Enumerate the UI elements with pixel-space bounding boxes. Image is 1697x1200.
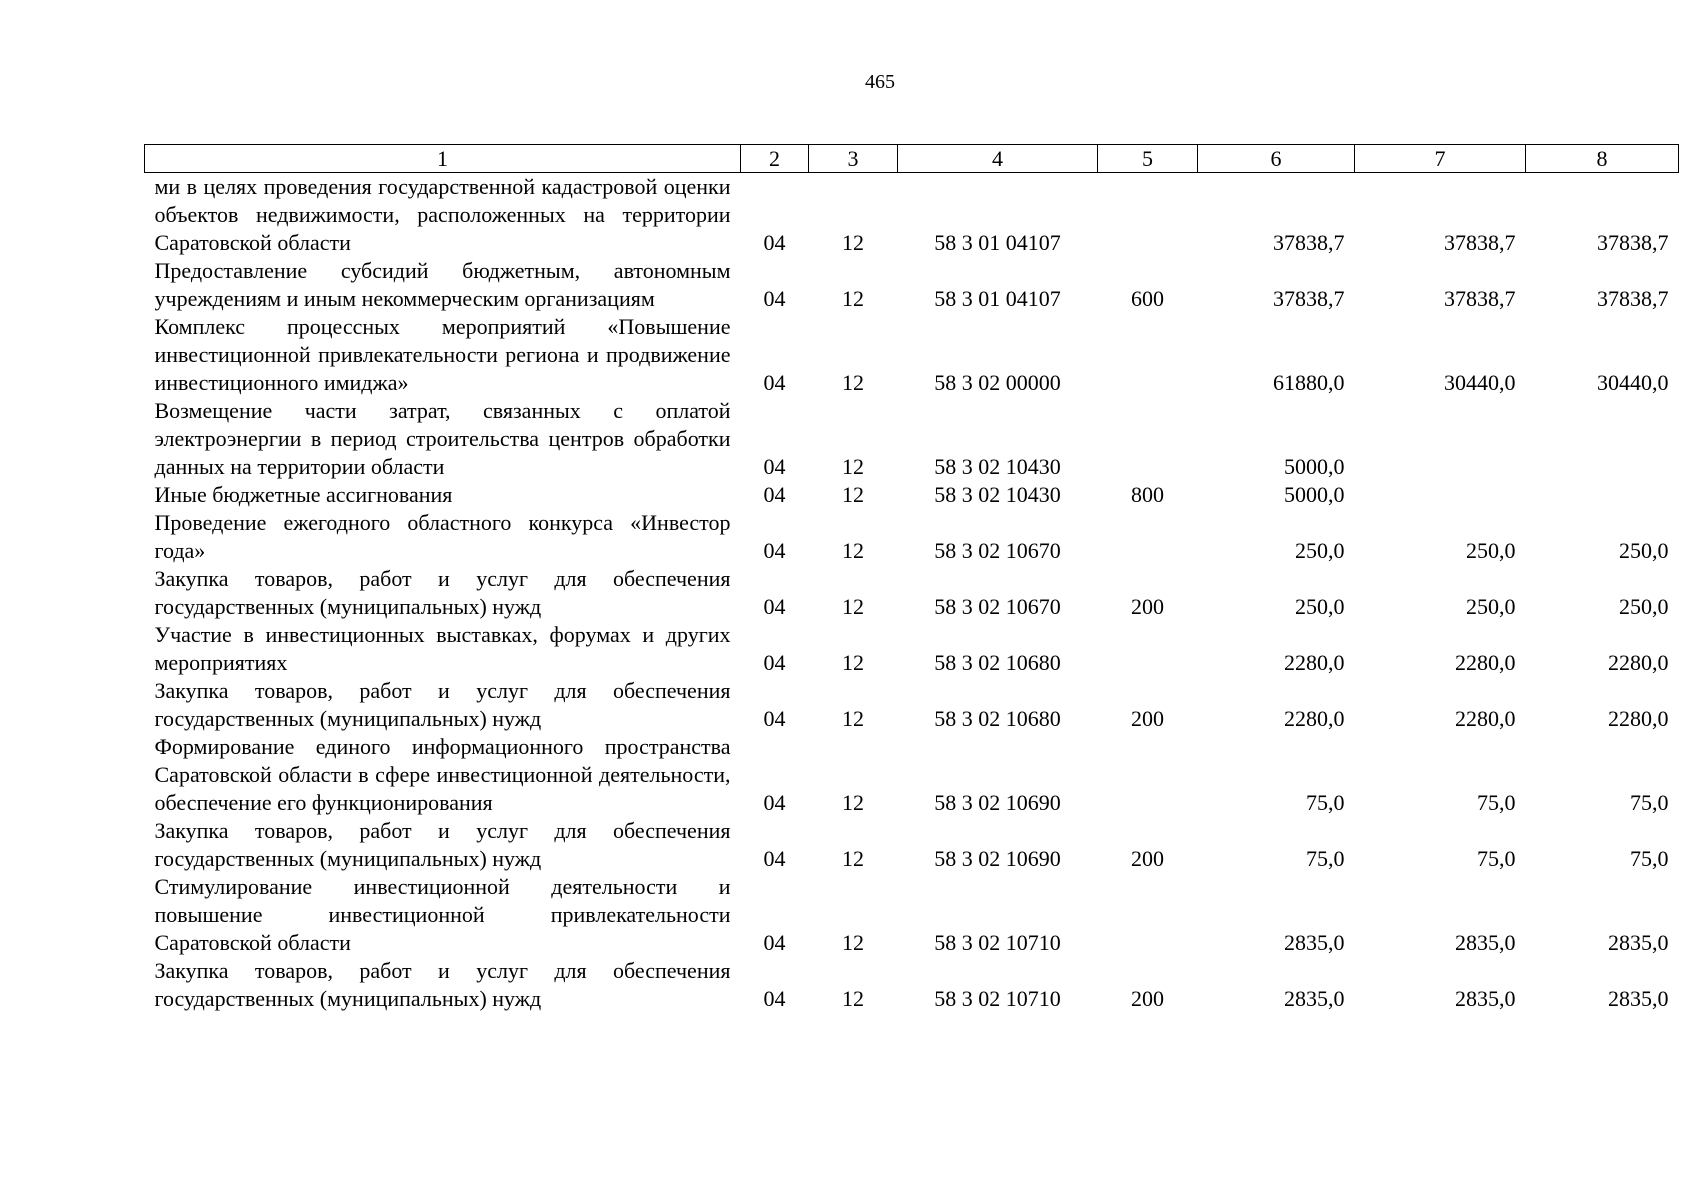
amount-col-7: 250,0 (1466, 594, 1516, 619)
subsection-code: 12 (842, 594, 864, 619)
subsection-code: 12 (842, 706, 864, 731)
expense-type-code: 600 (1131, 286, 1164, 311)
row-description: Комплекс процессных мероприятий «Повышение инвестиционной привлекательности региона и продвижение инвестиционного имиджа» (154, 314, 731, 395)
section-code: 04 (763, 706, 786, 731)
target-article-code: 58 3 02 10690 (934, 790, 1061, 815)
amount-col-6: 75,0 (1306, 790, 1345, 815)
subsection-code: 12 (842, 482, 864, 507)
subsection-code: 12 (842, 454, 864, 479)
section-code: 04 (763, 454, 786, 479)
section-code: 04 (763, 930, 786, 955)
section-code: 04 (763, 846, 786, 871)
column-header-7: 7 (1355, 145, 1526, 173)
amount-col-6: 75,0 (1306, 846, 1345, 871)
amount-col-7: 2280,0 (1455, 706, 1516, 731)
table-row (145, 565, 1679, 621)
amount-col-7 (1355, 481, 1526, 509)
amount-col-8: 37838,7 (1597, 230, 1669, 255)
amount-col-6: 37838,7 (1273, 286, 1345, 311)
amount-col-8: 2280,0 (1608, 706, 1669, 731)
amount-col-8 (1526, 481, 1679, 509)
target-article-code: 58 3 01 04107 (934, 286, 1061, 311)
table-body (145, 173, 1679, 1014)
amount-col-8: 30440,0 (1597, 370, 1669, 395)
amount-col-6: 2280,0 (1284, 650, 1345, 675)
expense-type-code (1098, 733, 1198, 817)
amount-col-7: 37838,7 (1444, 286, 1516, 311)
subsection-code: 12 (842, 846, 864, 871)
subsection-code: 12 (842, 930, 864, 955)
table-row (145, 621, 1679, 677)
table-row (145, 509, 1679, 565)
row-description: Закупка товаров, работ и услуг для обеспечения государственных (муниципальных) нужд (154, 678, 731, 731)
amount-col-7: 2835,0 (1455, 986, 1516, 1011)
target-article-code: 58 3 02 10670 (934, 538, 1061, 563)
target-article-code: 58 3 02 10690 (934, 846, 1061, 871)
column-header-3: 3 (809, 145, 898, 173)
target-article-code: 58 3 02 10680 (934, 706, 1061, 731)
expense-type-code: 800 (1131, 482, 1164, 507)
amount-col-7: 2835,0 (1455, 930, 1516, 955)
table-row (145, 817, 1679, 873)
target-article-code: 58 3 02 10430 (934, 482, 1061, 507)
row-description: Предоставление субсидий бюджетным, автономным учреждениям и иным некоммерческим организациям (154, 258, 731, 311)
subsection-code: 12 (842, 538, 864, 563)
row-description: Формирование единого информационного пространства Саратовской области в сфере инвестиционной деятельности, обеспечение его функционирования (154, 734, 731, 815)
section-code: 04 (763, 482, 786, 507)
table-row (145, 873, 1679, 957)
section-code: 04 (763, 230, 786, 255)
table-row (145, 257, 1679, 313)
amount-col-6: 5000,0 (1284, 454, 1345, 479)
amount-col-6: 2835,0 (1284, 986, 1345, 1011)
target-article-code: 58 3 02 10680 (934, 650, 1061, 675)
amount-col-8: 37838,7 (1597, 286, 1669, 311)
target-article-code: 58 3 02 10670 (934, 594, 1061, 619)
row-description: Закупка товаров, работ и услуг для обеспечения государственных (муниципальных) нужд (154, 818, 731, 871)
amount-col-6: 37838,7 (1273, 230, 1345, 255)
amount-col-8: 75,0 (1630, 846, 1669, 871)
amount-col-8: 2280,0 (1608, 650, 1669, 675)
table-row (145, 733, 1679, 817)
expense-type-code (1098, 621, 1198, 677)
subsection-code: 12 (842, 370, 864, 395)
row-description: Закупка товаров, работ и услуг для обеспечения государственных (муниципальных) нужд (154, 566, 731, 619)
column-header-2: 2 (741, 145, 809, 173)
amount-col-8: 250,0 (1619, 538, 1669, 563)
row-description: Участие в инвестиционных выставках, форумах и других мероприятиях (154, 622, 731, 675)
expense-type-code (1098, 313, 1198, 397)
table-row (145, 173, 1679, 258)
amount-col-7: 30440,0 (1444, 370, 1516, 395)
table-row (145, 397, 1679, 481)
table-row (145, 481, 1679, 509)
amount-col-7: 2280,0 (1455, 650, 1516, 675)
section-code: 04 (763, 286, 786, 311)
target-article-code: 58 3 02 10710 (934, 986, 1061, 1011)
expense-type-code: 200 (1131, 594, 1164, 619)
row-description: Стимулирование инвестиционной деятельности и повышение инвестиционной привлекательности Саратовской области (154, 874, 731, 955)
amount-col-7: 75,0 (1477, 790, 1516, 815)
subsection-code: 12 (842, 286, 864, 311)
expense-type-code: 200 (1131, 986, 1164, 1011)
table-header-row (145, 145, 1679, 173)
subsection-code: 12 (842, 790, 864, 815)
amount-col-6: 250,0 (1295, 594, 1345, 619)
target-article-code: 58 3 02 10710 (934, 930, 1061, 955)
target-article-code: 58 3 02 10430 (934, 454, 1061, 479)
section-code: 04 (763, 650, 786, 675)
column-header-1: 1 (145, 145, 741, 173)
table-row (145, 957, 1679, 1013)
row-description: Возмещение части затрат, связанных с оплатой электроэнергии в период строительства центров обработки данных на территории области (154, 398, 731, 479)
amount-col-6: 5000,0 (1284, 482, 1345, 507)
subsection-code: 12 (842, 650, 864, 675)
amount-col-8: 75,0 (1630, 790, 1669, 815)
amount-col-7 (1355, 397, 1526, 481)
amount-col-7: 250,0 (1466, 538, 1516, 563)
amount-col-6: 2280,0 (1284, 706, 1345, 731)
expense-type-code: 200 (1131, 706, 1164, 731)
expense-type-code (1098, 397, 1198, 481)
column-header-4: 4 (898, 145, 1098, 173)
column-header-6: 6 (1198, 145, 1355, 173)
table-row (145, 313, 1679, 397)
budget-table (144, 144, 1679, 1013)
expense-type-code: 200 (1131, 846, 1164, 871)
section-code: 04 (763, 538, 786, 563)
subsection-code: 12 (842, 986, 864, 1011)
section-code: 04 (763, 594, 786, 619)
expense-type-code (1098, 509, 1198, 565)
target-article-code: 58 3 02 00000 (934, 370, 1061, 395)
section-code: 04 (763, 986, 786, 1011)
expense-type-code (1098, 173, 1198, 258)
amount-col-6: 2835,0 (1284, 930, 1345, 955)
row-description: Проведение ежегодного областного конкурса «Инвестор года» (154, 510, 731, 563)
page-number: 465 (865, 71, 895, 93)
amount-col-7: 37838,7 (1444, 230, 1516, 255)
row-description: Иные бюджетные ассигнования (154, 482, 453, 507)
amount-col-8: 2835,0 (1608, 986, 1669, 1011)
column-header-8: 8 (1526, 145, 1679, 173)
row-description: ми в целях проведения государственной кадастровой оценки объектов недвижимости, расположенных на территории Саратовской области (154, 174, 731, 255)
amount-col-7: 75,0 (1477, 846, 1516, 871)
subsection-code: 12 (842, 230, 864, 255)
column-header-5: 5 (1098, 145, 1198, 173)
amount-col-8: 2835,0 (1608, 930, 1669, 955)
table-row (145, 677, 1679, 733)
amount-col-6: 61880,0 (1273, 370, 1345, 395)
expense-type-code (1098, 873, 1198, 957)
row-description: Закупка товаров, работ и услуг для обеспечения государственных (муниципальных) нужд (154, 958, 731, 1011)
amount-col-6: 250,0 (1295, 538, 1345, 563)
amount-col-8: 250,0 (1619, 594, 1669, 619)
amount-col-8 (1526, 397, 1679, 481)
target-article-code: 58 3 01 04107 (934, 230, 1061, 255)
section-code: 04 (763, 790, 786, 815)
section-code: 04 (763, 370, 786, 395)
